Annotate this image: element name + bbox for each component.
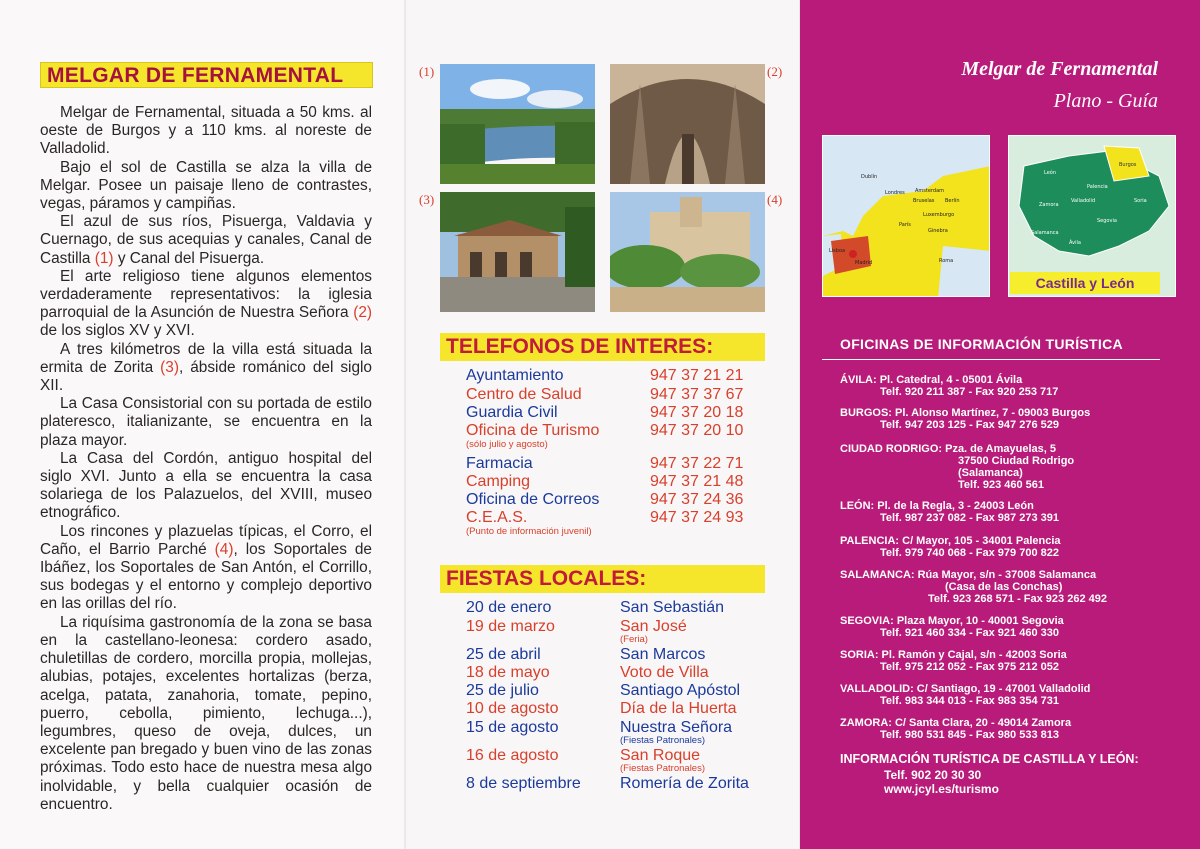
office-contact: Telf. 980 531 845 - Fax 980 533 813 [880,729,1059,741]
intro-paragraph [40,395,372,450]
map-label: Lisboa [829,248,846,254]
page-title: MELGAR DE FERNAMENTAL [40,62,373,88]
office-contact: Telf. 920 211 387 - Fax 920 253 717 [880,386,1059,398]
map-label: Ginebra [928,228,948,234]
paragraph-text: de los siglos XV y XVI. [40,322,195,340]
map-label: Luxemburgo [923,212,955,218]
phone-number[interactable]: 947 37 21 48 [650,473,744,490]
photo-reference: (3) [160,358,179,376]
office-contact: Telf. 975 212 052 - Fax 975 212 052 [880,661,1059,673]
photo-label: (2) [767,64,783,79]
festival-note: (Fiestas Patronales) [620,735,706,746]
map-label: París [899,222,911,228]
festival-date: 10 de agosto [466,700,559,717]
office-contact: (Salamanca) [958,467,1023,479]
festival-name: San Marcos [620,646,706,663]
map-label: Roma [939,258,954,264]
map-label: Valladolid [1071,198,1096,204]
office-entry [840,615,1064,639]
phone-number[interactable]: 947 37 24 93 [650,509,744,526]
offices-heading: OFICINAS DE INFORMACIÓN TURÍSTICA [840,336,1123,352]
guide-subtitle: Plano - Guía [1053,90,1158,112]
photo-reference: (2) [353,304,372,322]
office-address: LEÓN: Pl. de la Regla, 3 - 24003 León [840,500,1034,512]
map-label: Madrid [855,260,873,266]
phone-name: Guardia Civil [466,404,558,421]
festival-note: (Feria) [620,634,648,645]
office-contact: (Casa de las Conchas) [945,581,1063,593]
festival-name: Voto de Villa [620,664,709,681]
office-entry [840,407,1090,431]
office-address: ÁVILA: Pl. Catedral, 4 - 05001 Ávila [840,374,1023,386]
paragraph-text: La riquísima gastronomía de la zona se basa en la castellano-leonesa: cordero asado, chuletillas de cordero, morcilla propia, mollejas, alubias, potajes, excelentes hortalizas (berza, acelga, patata, zanahoria, tomate, pepino, puerro, cebolla, pimiento, lechuga...), legumbres, queso de oveja, dulces, un excelente pan bregado y buen vino de las zonas próximas. Todo esto hace de nuestra mesa algo inolvidable, y bella cualquier ocasión de encuentro. [40,613,372,813]
barrio-photo [610,192,765,312]
phone-name: Ayuntamiento [466,367,564,384]
festival-name: Santiago Apóstol [620,682,741,699]
phone-number[interactable]: 947 37 20 18 [650,404,744,421]
phone-number[interactable]: 947 37 22 71 [650,455,744,472]
intro-paragraph [40,213,372,268]
festival-date: 15 de agosto [466,719,559,736]
office-entry [840,649,1067,673]
info-website[interactable]: www.jcyl.es/turismo [884,782,999,796]
map-label: Dublín [861,174,878,180]
office-contact: 37500 Ciudad Rodrigo [958,455,1075,467]
festival-name: Romería de Zorita [620,775,749,792]
divider [822,359,1160,360]
festival-date: 25 de abril [466,646,541,663]
office-entry [840,374,1058,398]
office-contact: Telf. 947 203 125 - Fax 947 276 529 [880,419,1059,431]
phone-number[interactable]: 947 37 37 67 [650,386,744,403]
phone-note: (sólo julio y agosto) [466,439,548,450]
paragraph-text: A tres kilómetros de la villa está situada la ermita de Zorita [40,340,372,376]
phone-name: C.E.A.S. [466,509,528,526]
festival-name: San Roque [620,747,701,764]
festival-date: 16 de agosto [466,747,559,764]
paragraph-text: La Casa Consistorial con su portada de estilo plateresco, italianizante, se encuentra en la plaza mayor. [40,395,372,449]
office-address: PALENCIA: C/ Mayor, 105 - 34001 Palencia [840,535,1061,547]
map-label: Segovia [1097,218,1117,224]
festival-date: 8 de septiembre [466,775,581,792]
festival-name: San Sebastián [620,599,725,616]
canal-photo [440,64,595,184]
map-label: Bruselas [913,198,935,204]
paragraph-text: Los rincones y plazuelas típicas, el Corro, el Caño, el Barrio Parché [40,522,372,558]
office-contact: Telf. 987 237 082 - Fax 987 273 391 [880,512,1059,524]
phone-number[interactable]: 947 37 20 10 [650,422,744,439]
phone-name: Oficina de Turismo [466,422,600,439]
intro-paragraph [40,104,372,159]
office-entry [840,443,1074,491]
photo-reference: (1) [94,249,114,267]
photo-label: (1) [419,64,435,79]
paragraph-text: La Casa del Cordón, antiguo hospital del siglo XVI. Junto a ella se encuentra la casa solariega de los Palazuelos, del XVIII, museo etnográfico. [40,449,372,522]
office-entry [840,717,1071,741]
office-contact: Telf. 983 344 013 - Fax 983 354 731 [880,695,1059,707]
info-phone: Telf. 902 20 30 30 [884,768,982,782]
paragraph-text: El arte religioso tiene algunos elementos verdaderamente representativos: la iglesia parroquial de la Asunción de Nuestra Señora [40,267,372,322]
map-label: Ávila [1069,240,1081,246]
festival-name: Nuestra Señora [620,719,733,736]
hermitage-photo [440,192,595,312]
phone-note: (Punto de información juvenil) [466,526,592,537]
phone-number[interactable]: 947 37 21 21 [650,367,744,384]
fold-line [404,0,406,849]
office-entry [840,683,1090,707]
office-address: VALLADOLID: C/ Santiago, 19 - 47001 Valladolid [840,683,1091,695]
paragraph-text: Melgar de Fernamental, situada a 50 kms. al oeste de Burgos y a 110 kms. al noreste de Valladolid. [40,104,372,158]
intro-paragraph [40,523,372,614]
office-address: SALAMANCA: Rúa Mayor, s/n - 37008 Salamanca [840,569,1097,581]
map-label: León [1044,170,1057,176]
office-address: BURGOS: Pl. Alonso Martínez, 7 - 09003 Burgos [840,407,1091,419]
office-entry [840,535,1061,559]
photo-label: (3) [419,192,435,207]
paragraph-text: , los Soportales de Ibáñez, los Soportales de San Antón, el Corrillo, sus bodegas y el entorno y complejo deportivo en las orillas del río. [40,540,372,613]
office-address: SEGOVIA: Plaza Mayor, 10 - 40001 Segovia [840,615,1064,627]
festival-date: 19 de marzo [466,618,555,635]
festival-name: San José [620,618,687,635]
telefonos-heading: TELEFONOS DE INTERES: [440,333,765,361]
paragraph-text: , ábside románico del siglo XII. [40,358,372,395]
intro-paragraph [40,341,372,396]
map-label: Zamora [1039,202,1059,208]
map-label: Palencia [1087,184,1108,190]
office-contact: Telf. 923 460 561 [958,479,1045,491]
info-heading: INFORMACIÓN TURÍSTICA DE CASTILLA Y LEÓN: [840,752,1139,766]
map-label: Soria [1134,198,1147,204]
festival-note: (Fiestas Patronales) [620,763,706,774]
office-contact: Telf. 979 740 068 - Fax 979 700 822 [880,547,1059,559]
office-contact: Telf. 921 460 334 - Fax 921 460 330 [880,627,1059,639]
map-label: Salamanca [1031,230,1059,236]
office-address: CIUDAD RODRIGO: Pza. de Amayuelas, 5 [840,443,1056,455]
guide-title: Melgar de Fernamental [961,58,1158,80]
phone-name: Camping [466,473,531,490]
phone-name: Farmacia [466,455,533,472]
fiestas-heading: FIESTAS LOCALES: [440,565,765,593]
map-caption: Castilla y León [1010,272,1160,294]
festival-date: 25 de julio [466,682,539,699]
intro-paragraph [40,268,372,341]
map-label: Londres [885,190,905,196]
office-address: ZAMORA: C/ Santa Clara, 20 - 49014 Zamora [840,717,1072,729]
map-label: Berlín [945,198,960,204]
phone-name: Centro de Salud [466,386,582,403]
office-entry [840,569,1107,605]
office-entry [840,500,1059,524]
paragraph-text: El azul de sus ríos, Pisuerga, Valdavia y Cuernago, de sus acequias y canales, Canal de Castilla [40,213,372,267]
phone-number[interactable]: 947 37 24 36 [650,491,744,508]
map-label: Burgos [1119,162,1137,168]
festival-date: 18 de mayo [466,664,550,681]
church-interior-photo [610,64,765,184]
paragraph-text: y Canal del Pisuerga. [113,249,265,267]
photo-reference: (4) [214,540,234,558]
festival-name: Día de la Huerta [620,700,737,717]
paragraph-text: Bajo el sol de Castilla se alza la villa de Melgar. Posee un paisaje lleno de contrastes, vegas, páramos y campiñas. [40,158,372,213]
intro-paragraph [40,614,372,814]
phone-name: Oficina de Correos [466,491,600,508]
office-contact: Telf. 923 268 571 - Fax 923 262 492 [928,593,1107,605]
map-label: Amsterdam [915,188,945,194]
europe-map [822,135,990,297]
festival-date: 20 de enero [466,599,552,616]
intro-paragraph [40,159,372,214]
photo-label: (4) [767,192,783,207]
intro-paragraph [40,450,372,523]
office-address: SORIA: Pl. Ramón y Cajal, s/n - 42003 Soria [840,649,1067,661]
intro-text [40,104,372,814]
